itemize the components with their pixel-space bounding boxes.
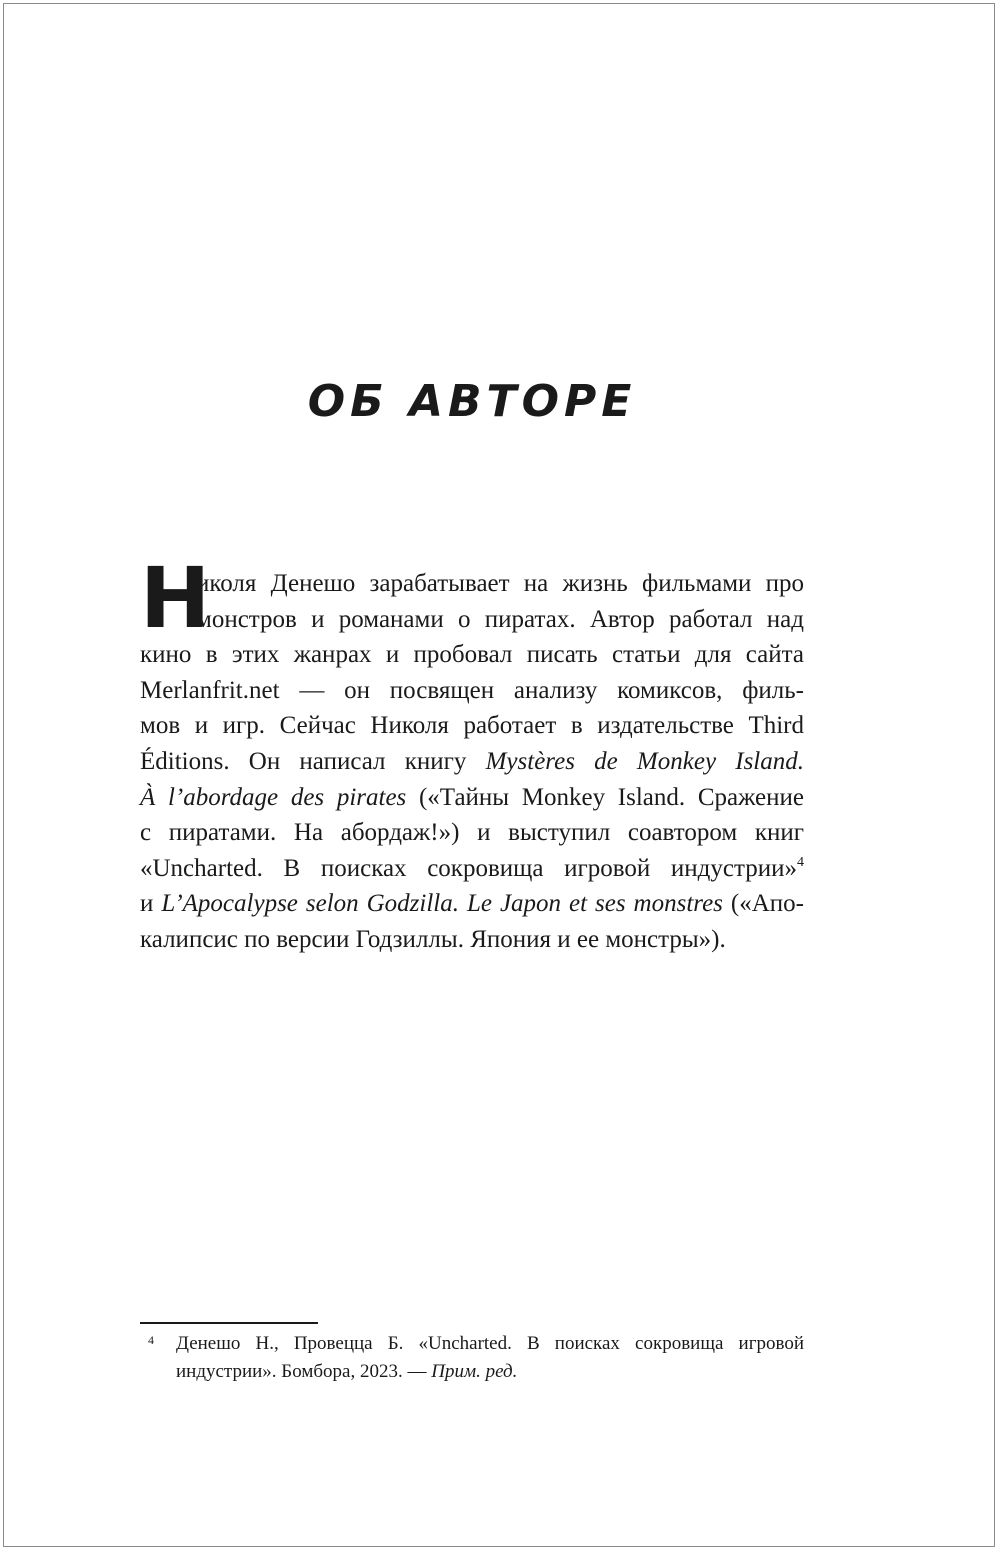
body-line: мов и игр. Сейчас Николя работает в издательстве Third bbox=[140, 712, 804, 740]
footnote-number: 4 bbox=[148, 1333, 154, 1347]
body-text-run: («Апо- bbox=[722, 890, 804, 918]
footnote bbox=[140, 1330, 804, 1386]
footnote-reference[interactable]: 4 bbox=[797, 854, 804, 870]
body-line: калипсис по версии Годзиллы. Япония и ее монстры»). bbox=[140, 925, 726, 953]
chapter-title: ОБ АВТОРЕ bbox=[307, 376, 637, 427]
body-line: Merlanfrit.net — он посвящен анализу комиксов, филь- bbox=[140, 676, 804, 704]
book-title-italic: L’Apocalypse selon Godzilla. Le Japon et ses monstres bbox=[161, 890, 723, 918]
body-text-run: Éditions. Он написал книгу bbox=[140, 747, 486, 775]
footnote-text-run: индустрии». Бомбора, 2023. — bbox=[176, 1361, 432, 1382]
body-line bbox=[140, 780, 804, 816]
drop-cap: Н bbox=[140, 549, 211, 647]
body-text-run: («Тайны Monkey Island. Сражение bbox=[406, 783, 804, 811]
book-title-italic: À l’abordage des pirates bbox=[140, 783, 407, 811]
footnote-line: Денешо Н., Провецца Б. «Uncharted. В поисках сокровища игровой bbox=[176, 1333, 804, 1354]
body-line: монстров и романами о пиратах. Автор работал над bbox=[196, 605, 804, 633]
footnote-divider bbox=[140, 1322, 318, 1324]
body-line: иколя Денешо зарабатывает на жизнь фильмами про bbox=[196, 570, 804, 597]
body-line bbox=[140, 851, 804, 887]
body-text-run: и bbox=[140, 890, 162, 918]
body-paragraph bbox=[140, 549, 805, 958]
body-line bbox=[140, 744, 804, 780]
body-line: кино в этих жанрах и пробовал писать статьи для сайта bbox=[140, 641, 804, 669]
body-line bbox=[140, 886, 804, 922]
body-line: с пиратами. На абордаж!») и выступил соавтором книг bbox=[140, 819, 804, 847]
editor-note-italic: Прим. ред. bbox=[431, 1361, 518, 1382]
book-title-italic: Mystères de Monkey Island. bbox=[485, 747, 805, 775]
body-text-run: «Uncharted. В поисках сокровища игровой индустрии» bbox=[140, 854, 797, 882]
footnote-line bbox=[140, 1358, 804, 1386]
